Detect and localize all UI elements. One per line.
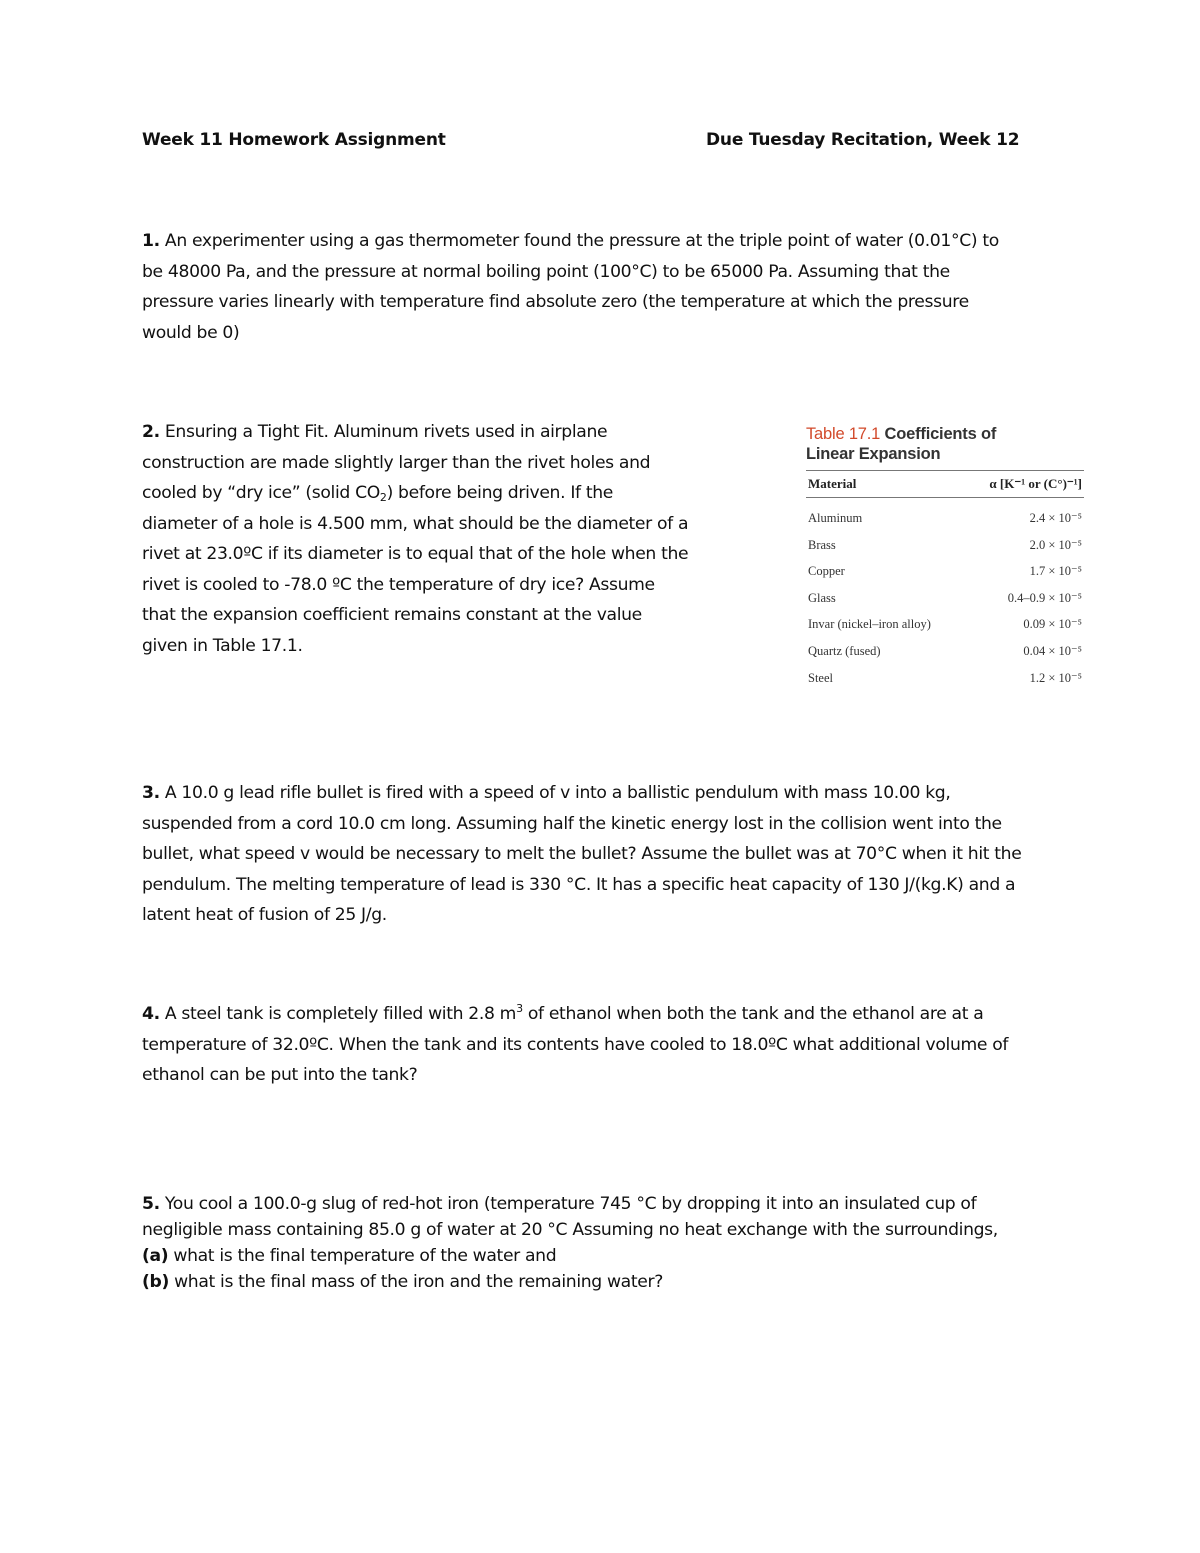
question-3-line: suspended from a cord 10.0 cm long. Assuming half the kinetic energy lost in the collision went into the bbox=[142, 813, 1002, 834]
question-3-line bbox=[142, 778, 1021, 809]
question-number: 2. bbox=[142, 422, 160, 442]
question-text: Ensuring a Tight Fit. Aluminum rivets used in airplane bbox=[159, 422, 608, 442]
table-title-text: Coefficients of bbox=[880, 425, 997, 443]
question-number: 1. bbox=[142, 231, 160, 251]
question-text: You cool a 100.0-g slug of red-hot iron (temperature 745 °C by dropping it into an insulated cup of bbox=[159, 1194, 977, 1214]
question-5 bbox=[142, 1191, 998, 1295]
part-b-text: what is the final mass of the iron and the remaining water? bbox=[168, 1272, 663, 1292]
value-cell: 2.0 × 10⁻⁵ bbox=[1029, 537, 1082, 552]
assignment-title: Week 11 Homework Assignment bbox=[142, 130, 446, 150]
question-5a bbox=[142, 1243, 998, 1269]
question-4 bbox=[142, 999, 1008, 1091]
question-2-line: rivet is cooled to -78.0 ºC the temperature of dry ice? Assume bbox=[142, 574, 655, 595]
part-a-label: (a) bbox=[142, 1246, 169, 1266]
question-4-line: temperature of 32.0ºC. When the tank and its contents have cooled to 18.0ºC what additional volume of bbox=[142, 1034, 1009, 1055]
question-text: A 10.0 g lead rifle bullet is fired with a speed of v into a ballistic pendulum with mass 10.00 kg, bbox=[159, 783, 951, 803]
question-text: cooled by “dry ice” (solid CO bbox=[142, 483, 380, 503]
question-5b bbox=[142, 1269, 998, 1295]
table-row bbox=[806, 665, 1084, 692]
question-number: 5. bbox=[142, 1194, 160, 1214]
value-cell: 0.04 × 10⁻⁵ bbox=[1023, 643, 1082, 658]
material-cell: Copper bbox=[808, 564, 845, 579]
question-2 bbox=[142, 417, 688, 661]
table-row bbox=[806, 585, 1084, 612]
question-text: An experimenter using a gas thermometer found the pressure at the triple point of water (0.01°C) to bbox=[159, 231, 999, 251]
question-text: ) before being driven. If the bbox=[386, 483, 614, 503]
material-cell: Steel bbox=[808, 670, 833, 685]
value-cell: 2.4 × 10⁻⁵ bbox=[1029, 511, 1082, 525]
question-3 bbox=[142, 778, 1021, 931]
table-header bbox=[806, 470, 1084, 498]
due-date: Due Tuesday Recitation, Week 12 bbox=[706, 130, 1020, 150]
material-cell: Brass bbox=[808, 537, 836, 552]
question-2-line: diameter of a hole is 4.500 mm, what should be the diameter of a bbox=[142, 513, 689, 534]
question-2-line bbox=[142, 417, 688, 448]
table-row bbox=[806, 638, 1084, 665]
part-a-text: what is the final temperature of the water and bbox=[168, 1246, 557, 1266]
value-cell: 0.4–0.9 × 10⁻⁵ bbox=[1007, 590, 1082, 605]
question-5-line: negligible mass containing 85.0 g of water at 20 °C Assuming no heat exchange with the surroundings, bbox=[142, 1220, 998, 1240]
table-row bbox=[806, 558, 1084, 585]
question-1-line: be 48000 Pa, and the pressure at normal boiling point (100°C) to be 65000 Pa. Assuming that the bbox=[142, 261, 950, 282]
column-header-alpha: α [K⁻¹ or (C°)⁻¹] bbox=[989, 476, 1082, 491]
table-row bbox=[806, 505, 1084, 532]
value-cell: 1.7 × 10⁻⁵ bbox=[1029, 564, 1082, 579]
question-3-line: latent heat of fusion of 25 J/g. bbox=[142, 905, 387, 925]
material-cell: Aluminum bbox=[808, 511, 863, 525]
table-title bbox=[806, 424, 1084, 464]
question-2-line bbox=[142, 478, 688, 509]
question-number: 4. bbox=[142, 1004, 160, 1024]
question-text: A steel tank is completely filled with 2.8 m bbox=[159, 1004, 517, 1024]
table-row bbox=[806, 611, 1084, 638]
table-row bbox=[806, 532, 1084, 559]
question-2-line: that the expansion coefficient remains constant at the value bbox=[142, 605, 642, 625]
question-number: 3. bbox=[142, 783, 160, 803]
expansion-coefficients-table bbox=[806, 424, 1084, 691]
table-number: Table 17.1 bbox=[806, 425, 881, 443]
question-2-line: given in Table 17.1. bbox=[142, 635, 303, 656]
question-1-line bbox=[142, 226, 999, 257]
column-header-material: Material bbox=[808, 476, 857, 491]
question-1 bbox=[142, 226, 999, 348]
question-2-line: construction are made slightly larger than the rivet holes and bbox=[142, 452, 651, 473]
question-5-line bbox=[142, 1191, 998, 1217]
material-cell: Quartz (fused) bbox=[808, 643, 881, 658]
table-title-line2: Linear Expansion bbox=[806, 445, 941, 463]
value-cell: 0.09 × 10⁻⁵ bbox=[1023, 617, 1082, 632]
question-3-line: pendulum. The melting temperature of lead is 330 °C. It has a specific heat capacity of 130 J/(kg.K) and a bbox=[142, 874, 1016, 895]
question-2-line: rivet at 23.0ºC if its diameter is to equal that of the hole when the bbox=[142, 544, 689, 564]
value-cell: 1.2 × 10⁻⁵ bbox=[1029, 670, 1082, 685]
question-1-line: pressure varies linearly with temperature find absolute zero (the temperature at which the pressure bbox=[142, 292, 969, 312]
table-body bbox=[806, 498, 1084, 691]
question-text: of ethanol when both the tank and the ethanol are at a bbox=[522, 1004, 984, 1024]
superscript: 3 bbox=[516, 1002, 523, 1015]
question-4-line: ethanol can be put into the tank? bbox=[142, 1065, 418, 1085]
part-b-label: (b) bbox=[142, 1272, 169, 1292]
question-4-line bbox=[142, 999, 1008, 1030]
question-1-line: would be 0) bbox=[142, 322, 240, 343]
question-3-line: bullet, what speed v would be necessary to melt the bullet? Assume the bullet was at 70°C when it hit the bbox=[142, 844, 1022, 864]
material-cell: Glass bbox=[808, 590, 836, 605]
subscript: 2 bbox=[379, 491, 387, 504]
material-cell: Invar (nickel–iron alloy) bbox=[808, 617, 931, 632]
